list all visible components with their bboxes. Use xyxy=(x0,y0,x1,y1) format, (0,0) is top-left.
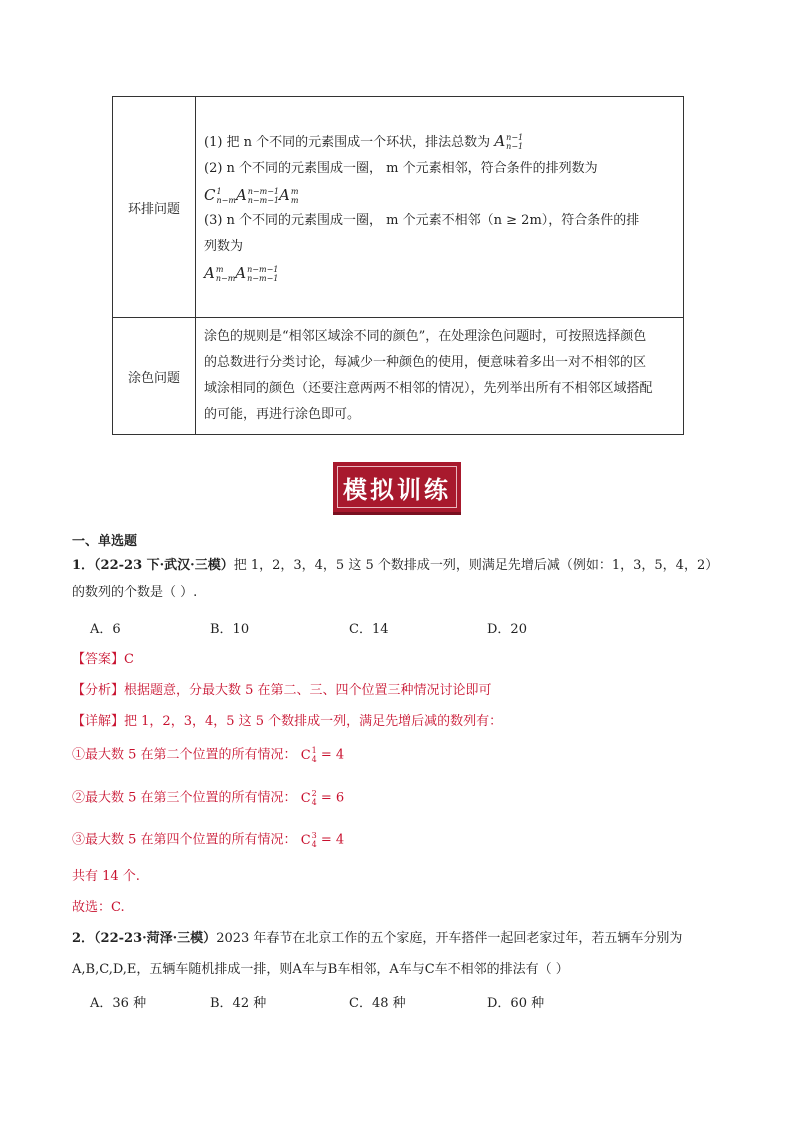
q1-option-b[interactable]: B．10 xyxy=(210,622,250,637)
line-1: (1) 把 n 个不同的元素围成一个环状，排法总数为 xyxy=(204,135,491,150)
q2-stem-line1: 2．（22-23·菏泽·三模）2023 年春节在北京工作的五个家庭，开车搭伴一起回老家过年，若五辆车分别为 xyxy=(72,931,683,946)
section-title: 一、单选题 xyxy=(72,534,138,549)
q1-choice: 故选：C. xyxy=(72,900,125,915)
table-row xyxy=(113,318,684,435)
q1-option-c[interactable]: C．14 xyxy=(349,622,389,637)
q1-total: 共有 14 个. xyxy=(72,869,140,884)
q2-option-d[interactable]: D．60 种 xyxy=(487,996,545,1011)
line-3: (3) n 个不同的元素围成一圈， m 个元素不相邻（n ≥ 2m），符合条件的排 xyxy=(204,213,640,228)
knowledge-table xyxy=(112,96,684,435)
q1-case-1: ①最大数 5 在第二个位置的所有情况： C 1 4 = 4 xyxy=(72,746,345,764)
q1-stem-line2: 的数列的个数是（ ）. xyxy=(72,585,198,600)
formula-3: A m n−m A n−m−1 n−m−1 xyxy=(204,264,279,283)
formula-2: C 1 n−m A n−m−1 n−m−1 A m m xyxy=(204,186,299,205)
row-value-coloring: 涂色的规则是“相邻区域涂不同的颜色”，在处理涂色问题时，可按照选择颜色 的总数进行分类讨论，每减少一种颜色的使用，便意味着多出一对不相邻的区 域涂相同的颜色（还要注意两两不相邻的情况），先列举出所有不相邻区域搭配 的可能，再进行涂色即可。 xyxy=(196,318,684,435)
q2-stem-line2: A,B,C,D,E，五辆车随机排成一排，则A车与B车相邻，A车与C车不相邻的排法有（ ） xyxy=(72,962,569,977)
q1-detail: 【详解】把 1，2，3，4，5 这 5 个数排成一列，满足先增后减的数列有： xyxy=(72,714,503,729)
row-value-circular xyxy=(196,97,684,318)
table-row xyxy=(113,97,684,318)
q1-option-a[interactable]: A．6 xyxy=(90,622,121,637)
row-key-circular: 环排问题 xyxy=(113,97,196,318)
q1-analysis: 【分析】根据题意，分最大数 5 在第二、三、四个位置三种情况讨论即可 xyxy=(72,683,492,698)
line-4: 列数为 xyxy=(204,239,244,254)
q1-case-2: ②最大数 5 在第三个位置的所有情况： C 2 4 = 6 xyxy=(72,789,345,807)
row-key-coloring: 涂色问题 xyxy=(113,318,196,435)
line-2: (2) n 个不同的元素围成一圈， m 个元素相邻，符合条件的排列数为 xyxy=(204,161,598,176)
q1-answer: 【答案】C xyxy=(72,652,134,667)
q1-stem-line1: 1．（22-23 下·武汉·三模）把 1，2，3，4，5 这 5 个数排成一列，则满足先增后减（例如：1，3，5，4，2） xyxy=(72,558,719,573)
q2-option-b[interactable]: B．42 种 xyxy=(210,996,267,1011)
q1-option-d[interactable]: D．20 xyxy=(487,622,527,637)
q2-option-a[interactable]: A．36 种 xyxy=(90,996,147,1011)
q1-case-3: ③最大数 5 在第四个位置的所有情况： C 3 4 = 4 xyxy=(72,831,345,849)
formula-1: A n−1 n−1 xyxy=(494,132,524,151)
banner-title: 模拟训练 xyxy=(343,475,451,504)
section-banner xyxy=(333,462,461,512)
q2-option-c[interactable]: C．48 种 xyxy=(349,996,406,1011)
